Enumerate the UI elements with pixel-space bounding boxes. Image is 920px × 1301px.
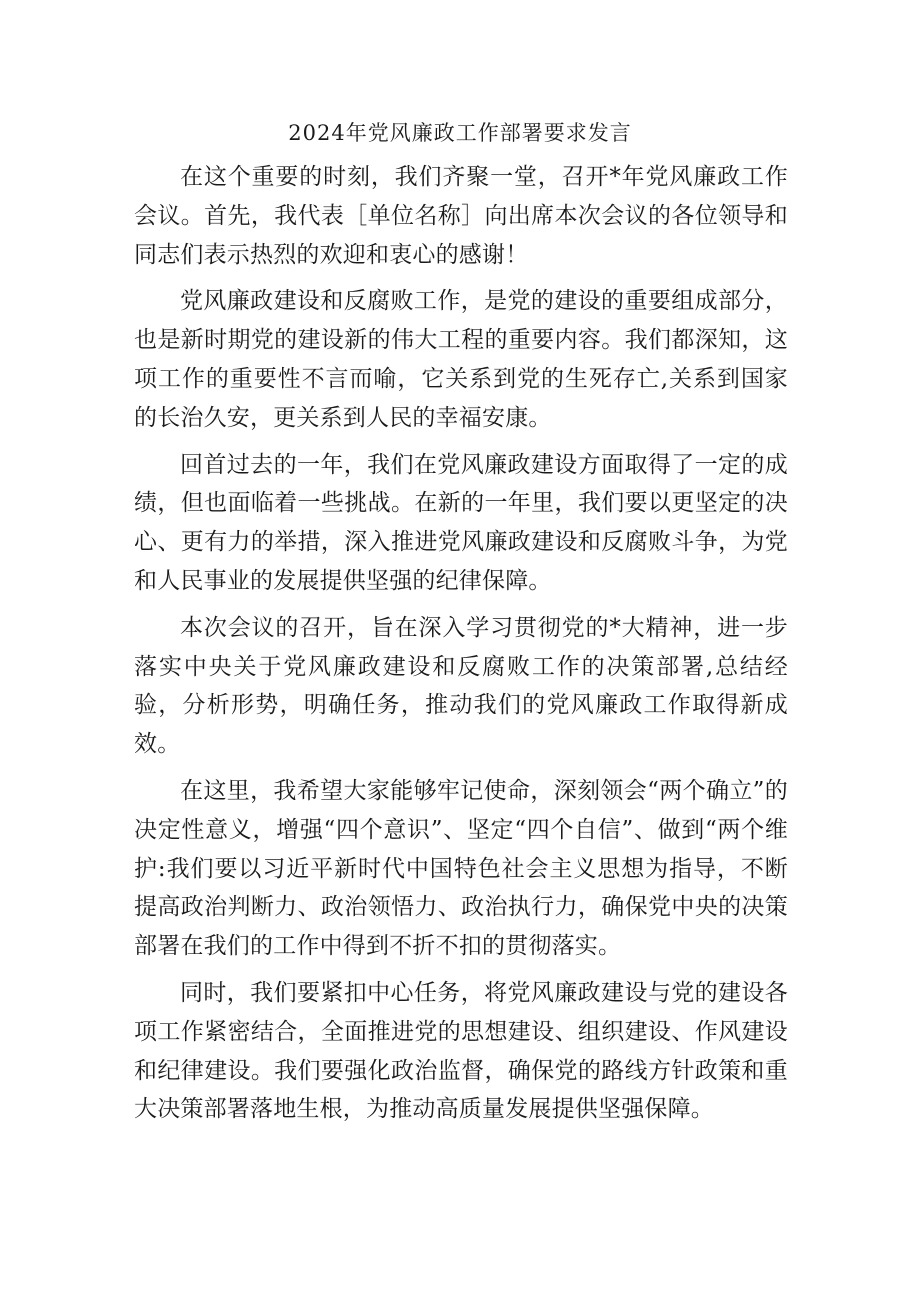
paragraph-review: 回首过去的一年，我们在党风廉政建设方面取得了一定的成绩，但也面临着一些挑战。在新的一年里，我们要以更坚定的决心、更有力的举措，深入推进党风廉政建设和反腐败斗争，为党和人民事业的发展提供坚强的纪律保障。 <box>134 451 788 594</box>
paragraph-purpose: 本次会议的召开，旨在深入学习贯彻党的*大精神，进一步落实中央关于党风廉政建设和反腐败工作的决策部署,总结经验，分析形势，明确任务，推动我们的党风廉政工作取得新成效。 <box>134 614 788 758</box>
paragraph-tasks: 同时，我们要紧扣中心任务，将党风廉政建设与党的建设各项工作紧密结合，全面推进党的思想建设、组织建设、作风建设和纪律建设。我们要强化政治监督，确保党的路线方针政策和重大决策部署落地生根，为推动高质量发展提供坚强保障。 <box>134 979 788 1123</box>
document-title: 2024年党风廉政工作部署要求发言 <box>288 121 632 145</box>
paragraph-opening: 在这个重要的时刻，我们齐聚一堂，召开*年党风廉政工作会议。首先，我代表［单位名称］向出席本次会议的各位领导和同志们表示热烈的欢迎和衷心的感谢！ <box>134 164 788 268</box>
paragraph-importance: 党风廉政建设和反腐败工作，是党的建设的重要组成部分，也是新时期党的建设新的伟大工程的重要内容。我们都深知，这项工作的重要性不言而喻，它关系到党的生死存亡,关系到国家的长治久安，更关系到人民的幸福安康。 <box>134 288 788 431</box>
document-body <box>134 158 788 1137</box>
paragraph-mission: 在这里，我希望大家能够牢记使命，深刻领会“两个确立”的决定性意义，增强“四个意识”、坚定“四个自信”、做到“两个维护:我们要以习近平新时代中国特色社会主义思想为指导，不断提高政治判断力、政治领悟力、政治执行力，确保党中央的决策部署在我们的工作中得到不折不扣的贯彻落实。 <box>134 777 788 960</box>
